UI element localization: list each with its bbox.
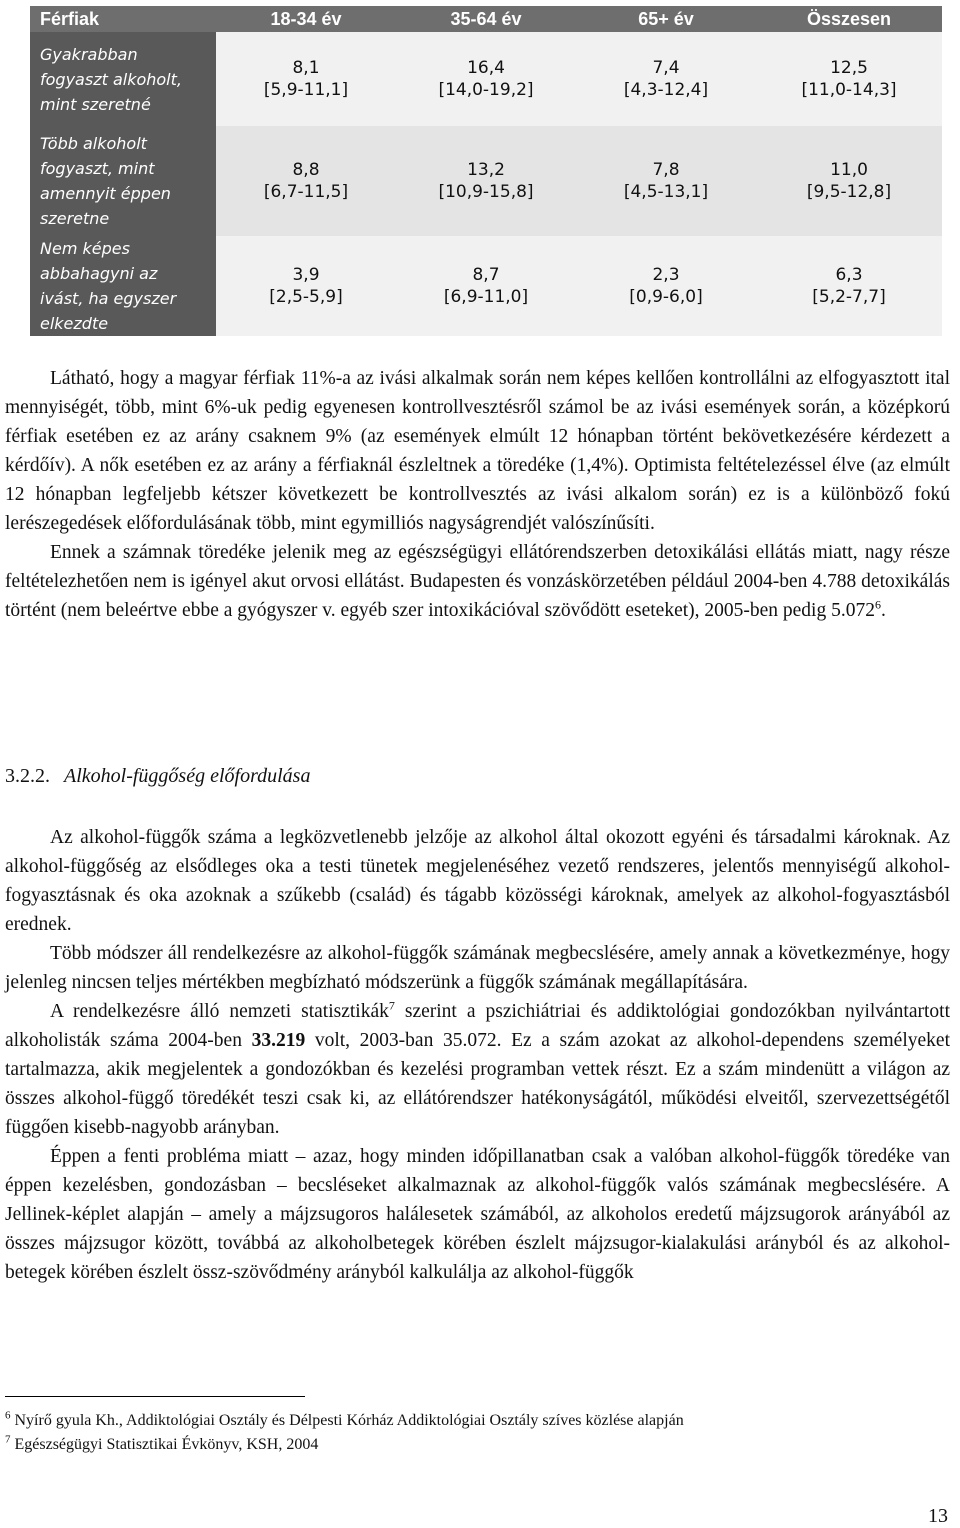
footnote-ref: 6 <box>874 597 881 612</box>
drinking-control-table <box>30 6 942 336</box>
header-35-64: 35-64 év <box>396 6 576 32</box>
table-cell: 6,3 [5,2-7,7] <box>756 236 942 336</box>
section-heading <box>5 765 310 788</box>
paragraph: Éppen a fenti probléma miatt – azaz, hogy minden időpillanatban csak a valóban alkohol-függők töredéke van éppen kezelésben, gondozásban – becsléseket alkalmaznak az alkohol-függők valós számának megbecslésére. A Jellinek-képlet alapján – amely a májzsugoros halálesetek számából, az alkoholos eredetű májzsugorok arányából az összes májzsugor között, továbbá az alkoholbetegek körében észlelt májzsugor-kialakulási arányból és az alkohol-betegek körében észlelt össz-szövődmény arányból kalkulálja az alkohol-függők <box>5 1146 950 1283</box>
header-total: Összesen <box>756 6 942 32</box>
paragraph: Több módszer áll rendelkezésre az alkohol-függők számának megbecslésére, amely annak a következménye, hogy jelenleg nincsen teljes mértékben megbízható módszerünk a függők számának megállapítására. <box>5 943 950 993</box>
paragraph: Az alkohol-függők száma a legközvetlenebb jelzője az alkohol által okozott egyéni és társadalmi károknak. Az alkohol-függőség az elsődleges oka a testi tünetek megjelenéséhez vezető rendszeres, jelentős mennyiségű alkohol-fogyasztásnak és oka azoknak a szűkebb (család) és tágabb közösségi károknak, amelyek az alkohol-fogyasztásból erednek. <box>5 827 950 935</box>
table-row <box>30 236 942 336</box>
row-label: Több alkoholt fogyaszt, mint amennyit éppen szeretne <box>30 126 216 236</box>
section-title: Alkohol-függőség előfordulása <box>64 765 311 787</box>
table-row <box>30 126 942 236</box>
table-cell: 3,9 [2,5-5,9] <box>216 236 396 336</box>
table-cell: 8,8 [6,7-11,5] <box>216 126 396 236</box>
table-cell: 11,0 [9,5-12,8] <box>756 126 942 236</box>
header-18-34: 18-34 év <box>216 6 396 32</box>
paragraph: A rendelkezésre álló nemzeti statisztikák$^7$ szerint a pszichiátriai és addiktológiai gondozókban nyilvántartott alkoholisták száma 2004-ben 33.219 volt, 2003-ban 35.072. Ez a szám azokat az alkohol-dependens személyeket tartalmazza, akik megjelentek a gondozókban és kezelési programban vettek részt. Ez a szám mindenütt a világon az összes alkohol-függő töredékét teszi csak ki, az ellátórendszer hatékonyságától, működési elveitől, szervezettségétől függően kisebb-nagyobb arányban. <box>5 998 951 1138</box>
table-cell: 7,4 [4,3-12,4] <box>576 32 756 126</box>
table-cell: 13,2 [10,9-15,8] <box>396 126 576 236</box>
table-cell: 2,3 [0,9-6,0] <box>576 236 756 336</box>
footnote: $^7$ Egészségügyi Statisztikai Évkönyv, KSH, 2004 <box>5 1433 319 1453</box>
footnote: $^6$ Nyírő gyula Kh., Addiktológiai Osztály és Délpesti Kórház Addiktológiai Osztály szíves közlése alapján <box>5 1409 684 1429</box>
row-label: Nem képes abbahagyni az ivást, ha egyszer elkezdte <box>30 236 216 336</box>
table-cell: 8,7 [6,9-11,0] <box>396 236 576 336</box>
header-men: Férfiak <box>30 6 216 32</box>
row-label: Gyakrabban fogyaszt alkoholt, mint szeretné <box>30 32 216 126</box>
page-number: 13 <box>928 1505 948 1527</box>
footnote-divider <box>5 1396 305 1397</box>
header-65-plus: 65+ év <box>576 6 756 32</box>
paragraph: Ennek a számnak töredéke jelenik meg az egészségügyi ellátórendszerben detoxikálási ellátás miatt, nagy része feltételezhetően nem is igényel akut orvosi ellátást. Budapesten és vonzáskörzetében például 2004-ben 4.788 detoxikálás történt (nem beleértve ebbe a gyógyszer v. egyéb szer intoxikációval szövődött eseteket), 2005-ben pedig 5.072$^6$. <box>5 542 950 621</box>
table-cell: 7,8 [4,5-13,1] <box>576 126 756 236</box>
body-section-2 <box>5 823 950 1287</box>
table-header-row <box>30 6 942 32</box>
table-cell: 8,1 [5,9-11,1] <box>216 32 396 126</box>
statistics-table-image <box>30 6 942 333</box>
table-cell: 16,4 [14,0-19,2] <box>396 32 576 126</box>
table-cell: 12,5 [11,0-14,3] <box>756 32 942 126</box>
section-number: 3.2.2. <box>5 765 50 787</box>
paragraph: Látható, hogy a magyar férfiak 11%-a az ivási alkalmak során nem képes kellően kontrollálni az elfogyasztott ital mennyiségét, több, mint 6%-uk pedig egyenesen kontrollvesztésről számol be az ivási események során, a középkorú férfiak esetében ez az arány csaknem 9% (az események elmúlt 12 hónapban történt bekövetkezésére kérdezett a kérdőív). A nők esetében ez az arány a férfiaknál észleltnek a töredéke (1,4%). Optimista feltételezéssel élve (az elmúlt 12 hónapban legfeljebb kétszer következett be kontrollvesztés az ivási alkalom során) ez is a különböző fokú lerészegedések előfordulásának több, mint egymilliós nagyságrendjét valószínűsíti. <box>5 368 950 534</box>
body-section-1 <box>5 364 950 625</box>
footnote-ref: 7 <box>388 998 395 1013</box>
table-row <box>30 32 942 126</box>
